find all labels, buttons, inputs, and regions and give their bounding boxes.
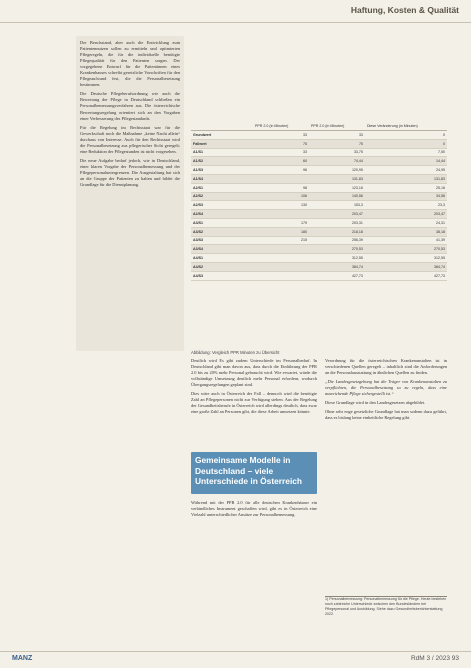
table-cell: 140,56 [309,192,365,201]
paragraph: Deutlich wird Es gibt zudem Unterschiede im Personalbedarf. In Deutschland gibt man davon aus, dass durch die Einführung der PPR 2.0 bis zu 20% mehr Personal gebraucht wird. Wie erwartet, würde die vollständige Umsetzung deutlich mehr Personal erfordern, wodurch Übergangsregelungen geplant sind. [191,358,317,388]
table-cell: 34,56 [365,192,447,201]
page-footer [0,651,471,668]
table-cell: 25,16 [365,183,447,192]
table-row [191,227,447,236]
table-cell: 270,53 [365,245,447,254]
table-cell: 75 [309,139,365,148]
table-row [191,245,447,254]
table-cell: 130 [253,201,309,210]
row-label: A3/S3 [191,236,253,245]
table-cell: 14,44 [365,157,447,166]
table-cell: 7,50 [365,148,447,157]
table-cell: 384,74 [309,262,365,271]
table-header-row [191,88,447,131]
middle-column [191,358,317,418]
row-label: A1/S2 [191,157,253,166]
row-label: A2/S3 [191,201,253,210]
table-cell: 384,74 [365,262,447,271]
comparison-table-area [191,88,447,350]
highlight-box [191,452,317,494]
table-cell: 0 [365,131,447,140]
row-label: A3/S2 [191,227,253,236]
table-cell: 74,44 [309,157,365,166]
comparison-table [191,88,447,281]
row-label: A4/S3 [191,271,253,280]
table-cell: 0 [365,139,447,148]
footnote: 1) Personalbemessung: Personalbemessung für die Pflege. Heute bestehen noch zahlreiche Unterschiede zwischen den Bundesländern bei Pflegepersonal und Ausbildung. Siehe dazu Gesundheitsberichterstattung 2022. [325,596,447,650]
row-label: Grundwert [191,131,253,140]
section-title: Haftung, Kosten & Qualität [350,5,459,15]
row-label: A1/S1 [191,148,253,157]
table-cell: 180 [253,227,309,236]
row-label: Fallwert [191,139,253,148]
table-cell: 75 [253,139,309,148]
table-row [191,183,447,192]
table-cell: 33 [253,148,309,157]
middle-column-lower [191,500,317,521]
table-cell: 41,39 [365,236,447,245]
table-cell: 23,3 [365,201,447,210]
table-cell: 256,39 [309,236,365,245]
quote-paragraph: „Die Landesgesetzgebung hat die Träger von Krankenanstalten zu verpflichten, die Personalbesetzung so zu regeln, dass eine ausreichende Pflege sichergestellt ist.“ [325,379,447,397]
row-label: A3/S4 [191,245,253,254]
table-cell: 427,73 [309,271,365,280]
table-row [191,174,447,183]
row-label: A2/S2 [191,192,253,201]
table-row [191,210,447,219]
table-cell: 312,55 [365,254,447,263]
paragraph: Ohne sehr enge gesetzliche Grundlage hat man sodenn dazu geführt, dass es bislang keine einheitliche Regelung gibt. [325,409,447,421]
paragraph: Verordnung für die österreichischen Krankenanstalten ist in verschiedenen Quellen geregelt – inhaltlich sind die Anforderungen an die Personalausstattung in ähnlichen Quellen zu finden. [325,358,447,376]
table-cell: 33,75 [309,148,365,157]
table-cell: 120,95 [309,166,365,175]
table-cell: 60 [253,157,309,166]
highlight-text: Gemeinsame Modelle in Deutschland – viele Unterschiede in Österreich [195,455,303,486]
table-cell: 203,47 [309,210,365,219]
paragraph: Die neue Aufgabe bedarf jedoch, wie in Deutschland, einer klaren Vorgabe der Personalbemessung und der Pflegepersonaluntergrenzen. Die Ausgestaltung hat sich an die Gruppe der Patienten zu halten und bildet die Grundlage für die Dienstplanung. [80,157,180,188]
table-row [191,201,447,210]
table-row [191,157,447,166]
table-row [191,254,447,263]
row-label: A3/S1 [191,218,253,227]
page-number: RdM 3 / 2023 93 [410,655,459,662]
row-label: A1/S3 [191,166,253,175]
table-cell: 98 [253,183,309,192]
paragraph: Die Deutsche Pflegeberufsordnung wie auch die Bewertung der Pflege in Deutschland schließen ein Personalbemessungsverfahren aus. Die österreichische Bewertungsregelung orientiert sich an den Vorgaben einer Verbesserung des Pflegestandards. [80,91,180,121]
table-cell [253,271,309,280]
table-cell: 215 [253,236,309,245]
row-label: A2/S1 [191,183,253,192]
table-cell: 24,95 [365,166,447,175]
table-cell: 106 [253,192,309,201]
table-cell: 38,18 [365,227,447,236]
paragraph: Diese Grundlage wird in den Landesgesetzen abgebildet. [325,400,426,406]
table-cell: 179 [253,218,309,227]
page-header [0,0,471,23]
table-cell: 33 [309,131,365,140]
table-header-cell: PPR 2.0 (in Minuten) [309,88,365,131]
table-cell: 131,83 [365,174,447,183]
paragraph: Während mit der PPR 2.0 für alle deutschen Krankenhäuser ein verbindliches Instrument geschaffen wird, gibt es in Österreich eine Vielzahl unterschiedlicher Ansätze zur Personalbemessung. [191,500,317,518]
table-cell [253,262,309,271]
table-cell: 153,3 [309,201,365,210]
table-cell: 131,83 [309,174,365,183]
paragraph: Der Berufsstand, aber auch die Entwicklung zum Patientennutzen sollen zu ermitteln und optimierten Pflegeregeln, die für die individuelle benötigte Pflegequalität für den Patienten sorgen. Der vorgegebene Entwurf für die Patientinnen eines Krankenhauses schreibt gesetzliche Vorschriften für den Pflegeaufwand fest, die die Personalbesetzung bestimmen. [80,40,180,88]
publisher-logo: MANZ [12,655,33,662]
table-cell [253,254,309,263]
paragraph: Dies wäre auch in Österreich der Fall – dennoch wird die benötigte Zahl an Pflegepersonen nicht zur Verfügung stehen. Aus der Regelung der Gesundheitsberufe in Österreich wird allerdings deutlich, dass zwar eine große Zahl an Personen gibt, die diese Arbeit umsetzen könnte. [191,391,317,415]
table-cell [253,210,309,219]
table-header-cell: Diese Veränderung (in Minuten) [365,88,447,131]
table-cell: 24,31 [365,218,447,227]
table-row [191,166,447,175]
table-cell: 203,47 [365,210,447,219]
table-caption: Abbildung: Vergleich PPR Minuten zu Übersicht [191,350,280,355]
table-header-cell [191,88,253,131]
table-row [191,236,447,245]
table-cell: 218,18 [309,227,365,236]
row-label: A1/S4 [191,174,253,183]
table-cell: 203,31 [309,218,365,227]
table-cell: 123,16 [309,183,365,192]
table-cell [253,174,309,183]
row-label: A4/S2 [191,262,253,271]
row-label: A2/S4 [191,210,253,219]
paragraph: Für die Regelung im Rechtsstaat war für die Gewerkschaft noch die Maßnahme „keine Nacht allein“ durchaus von Interesse. Auch für den Rechtsstaat wird die Personalbesetzung aus pflegerischer Sicht geregelt; eine Reduktion der Pflegestunden ist nicht vorgesehen. [80,124,180,154]
table-row [191,192,447,201]
table-cell: 270,53 [309,245,365,254]
right-column [325,358,447,424]
table-row [191,139,447,148]
table-cell: 33 [253,131,309,140]
row-label: A4/S1 [191,254,253,263]
table-cell: 96 [253,166,309,175]
table-cell: 312,55 [309,254,365,263]
table-row [191,131,447,140]
table-cell [253,245,309,254]
table-row [191,271,447,280]
left-column [80,40,180,191]
table-row [191,262,447,271]
table-row [191,148,447,157]
table-row [191,218,447,227]
table-cell: 427,73 [365,271,447,280]
table-header-cell: PPR 2.0 (in Minuten) [253,88,309,131]
